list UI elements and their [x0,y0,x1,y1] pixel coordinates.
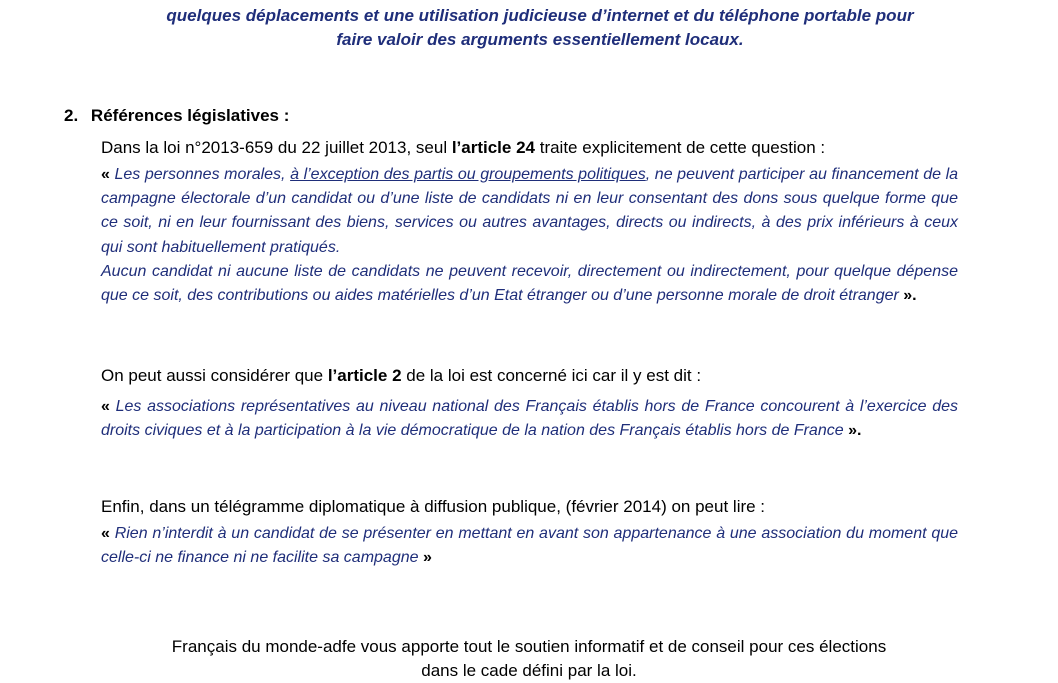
article-24-reference: l’article 24 [451,138,535,157]
top-paragraph-line-1: quelques déplacements et une utilisation judicieuse d’internet et du téléphone portable pour [166,6,914,25]
article-24-quote [101,163,958,308]
quote-text-continued: , ne peuvent participer au financement de la campagne électorale d’un candidat ou d’une liste de candidats ni en leur consentant des dons sous quelque forme que ce soit, ni en leur fournissant des biens, services ou autres avantages, directs ou indirects, à des prix inférieurs à ceux qui sont habituellement pratiqués. [101,166,959,256]
closing-line-2: dans le cade défini par la loi. [421,661,637,680]
section-number: 2. [64,106,79,125]
close-quote: ». [843,422,862,440]
quote-text-second: Aucun candidat ni aucune liste de candidats ne peuvent recevoir, directement ou indirectement, pour quelque dépense que ce soit, des contributions ou aides matérielles d’un Etat étranger ou d’une personne morale de droit étranger [101,262,958,305]
quote-text: Les associations représentatives au niveau national des Français établis hors de France concourent à l’exercice des droits civiques et à la participation à la vie démocratique de la nation des Français établis hors de France [101,398,959,440]
section-title: Références législatives : [90,106,290,125]
article-2-quote [101,395,958,443]
top-paragraph-line-2: faire valoir des arguments essentiellement locaux. [336,30,744,49]
intro-text-end: de la loi est concerné ici car il y est dit : [401,366,702,385]
closing-line-1: Français du monde-adfe vous apporte tout le soutien informatif et de conseil pour ces élections [171,637,887,656]
open-quote: « [101,525,115,542]
article-24-intro [101,138,825,158]
underlined-exception: à l’exception des partis ou groupements politiques [290,166,646,183]
telegram-quote [101,522,958,570]
quote-text: Rien n’interdit à un candidat de se présenter en mettant en avant son appartenance à une association du moment que celle-ci ne finance ni ne facilite sa campagne [101,525,959,567]
open-quote: « [101,166,115,183]
open-quote: « [101,398,116,415]
quote-paragraph-2 [101,260,958,308]
close-quote: » [418,549,432,567]
quote-text: Les personnes morales, [114,166,291,183]
quote-paragraph-1 [101,163,958,260]
close-quote: ». [898,287,917,305]
telegram-intro: Enfin, dans un télégramme diplomatique à diffusion publique, (février 2014) on peut lire : [101,497,766,516]
intro-text-end: traite explicitement de cette question : [535,138,826,157]
closing-statement [100,635,958,683]
intro-text: Dans la loi n°2013-659 du 22 juillet 2013, seul [101,138,452,157]
article-2-intro [101,366,701,386]
intro-text: On peut aussi considérer que [101,366,328,385]
section-heading [64,106,289,126]
top-paragraph [100,4,980,52]
article-2-reference: l’article 2 [327,366,402,385]
